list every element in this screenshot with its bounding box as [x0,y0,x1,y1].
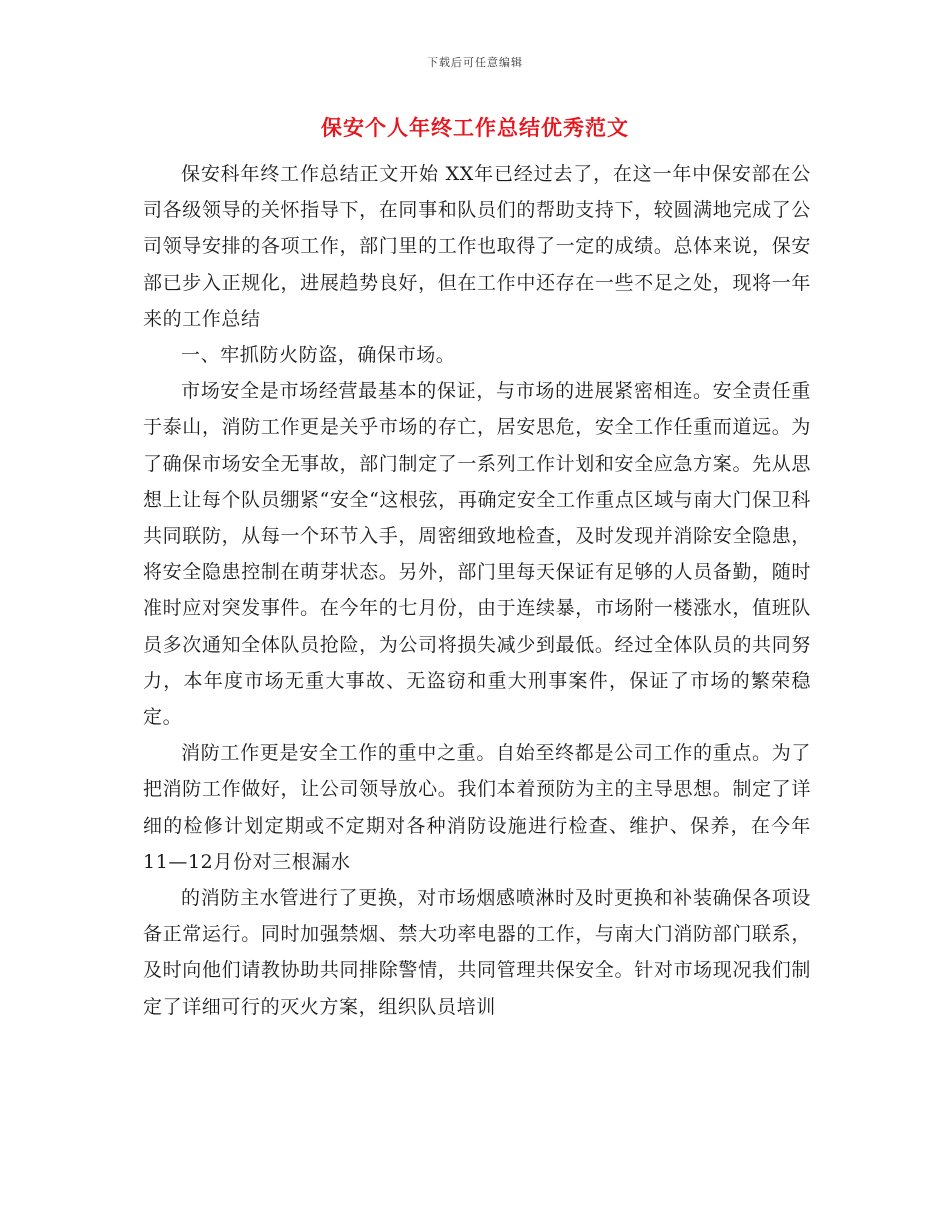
document-title: 保安个人年终工作总结优秀范文 [321,115,629,140]
section-heading: 一、牢抓防火防盗，确保市场。 [181,344,456,367]
paragraph-market-safety: 市场安全是市场经营最基本的保证，与市场的进展紧密相连。安全责任重于泰山，消防工作更是关乎市场的存亡，居安思危，安全工作任重而道远。为了确保市场安全无事故，部门制定了一系列工作计划和安全应急方案。先从思想上让每个队员绷紧“安全“这根弦，再确定安全工作重点区域与南大门保卫科共同联防，从每一个环节入手，周密细致地检查，及时发现并消除安全隐患，将安全隐患控制在萌芽状态。另外，部门里每天保证有足够的人员备勤，随时准时应对突发事件。在今年的七月份，由于连续暴，市场附一楼涨水，值班队员多次通知全体队员抢险，为公司将损失减少到最低。经过全体队员的共同努力，本年度市场无重大事故、无盗窃和重大刑事案件，保证了市场的繁荣稳定。 [143,380,811,729]
paragraph-intro: 保安科年终工作总结正文开始 XX年已经过去了，在这一年中保安部在公司各级领导的关怀指导下，在同事和队员们的帮助支持下，较圆满地完成了公司领导安排的各项工作，部门里的工作也取得了一定的成绩。总体来说，保安部已步入正规化，进展趋势良好，但在工作中还存在一些不足之处，现将一年来的工作总结 [143,163,811,330]
paragraph-fire-safety: 消防工作更是安全工作的重中之重。自始至终都是公司工作的重点。为了把消防工作做好，让公司领导放心。我们本着预防为主的主导思想。制定了详细的检修计划定期或不定期对各种消防设施进行检查、维护、保养，在今年11—12月份对三根漏水 [143,742,811,873]
paragraph-fire-equipment: 的消防主水管进行了更换，对市场烟感喷淋时及时更换和补装确保各项设备正常运行。同时加强禁烟、禁大功率电器的工作，与南大门消防部门联系，及时向他们请教协助共同排除警情，共同管理共保安全。针对市场现况我们制定了详细可行的灭火方案，组织队员培训 [143,887,811,1018]
document-body [143,156,811,1025]
header-note: 下载后可任意编辑 [427,56,523,69]
